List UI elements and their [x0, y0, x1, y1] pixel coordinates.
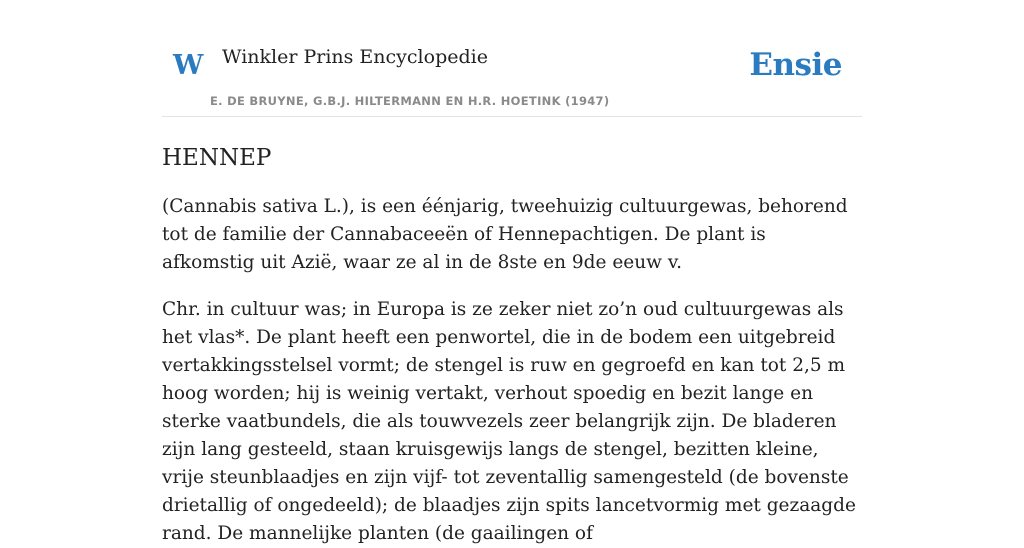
publication-authors: E. DE BRUYNE, G.B.J. HILTERMANN EN H.R. HOETINK (1947) — [210, 94, 610, 108]
entry-paragraph: Chr. in cultuur was; in Europa is ze zeker niet zo’n oud cultuurgewas als het vlas*. De plant heeft een penwortel, die in de bodem een uitgebreid vertakkingsstelsel vormt; de stengel is ruw en gegroefd en kan tot 2,5 m hoog worden; hij is weinig vertakt, verhout spoedig en bezit lange en sterke vaatbundels, die als touwvezels zeer belangrijk zijn. De bladeren zijn lang gesteeld, staan kruisgewijs langs de stengel, bezitten kleine, vrije steunblaadjes en zijn vijf- tot zeventallig samengesteld (de bovenste drietallig of ongedeeld); de blaadjes zijn spits lancetvormig met gezaagde rand. De mannelijke planten (de gaailingen of — [162, 298, 856, 544]
entry-title: HENNEP — [162, 145, 272, 171]
winkler-prins-logo[interactable]: W — [173, 50, 204, 81]
publication-title[interactable]: Winkler Prins Encyclopedie — [222, 46, 488, 68]
entry-paragraph: (Cannabis sativa L.), is een éénjarig, tweehuizig cultuurgewas, behorend tot de familie der Cannabaceeën of Hennepachtigen. De plant is afkomstig uit Azië, waar ze al in de 8ste en 9de eeuw v. — [162, 195, 848, 273]
page-header — [162, 0, 862, 117]
page-content — [162, 0, 862, 548]
ensie-logo[interactable]: Ensie — [749, 47, 842, 83]
